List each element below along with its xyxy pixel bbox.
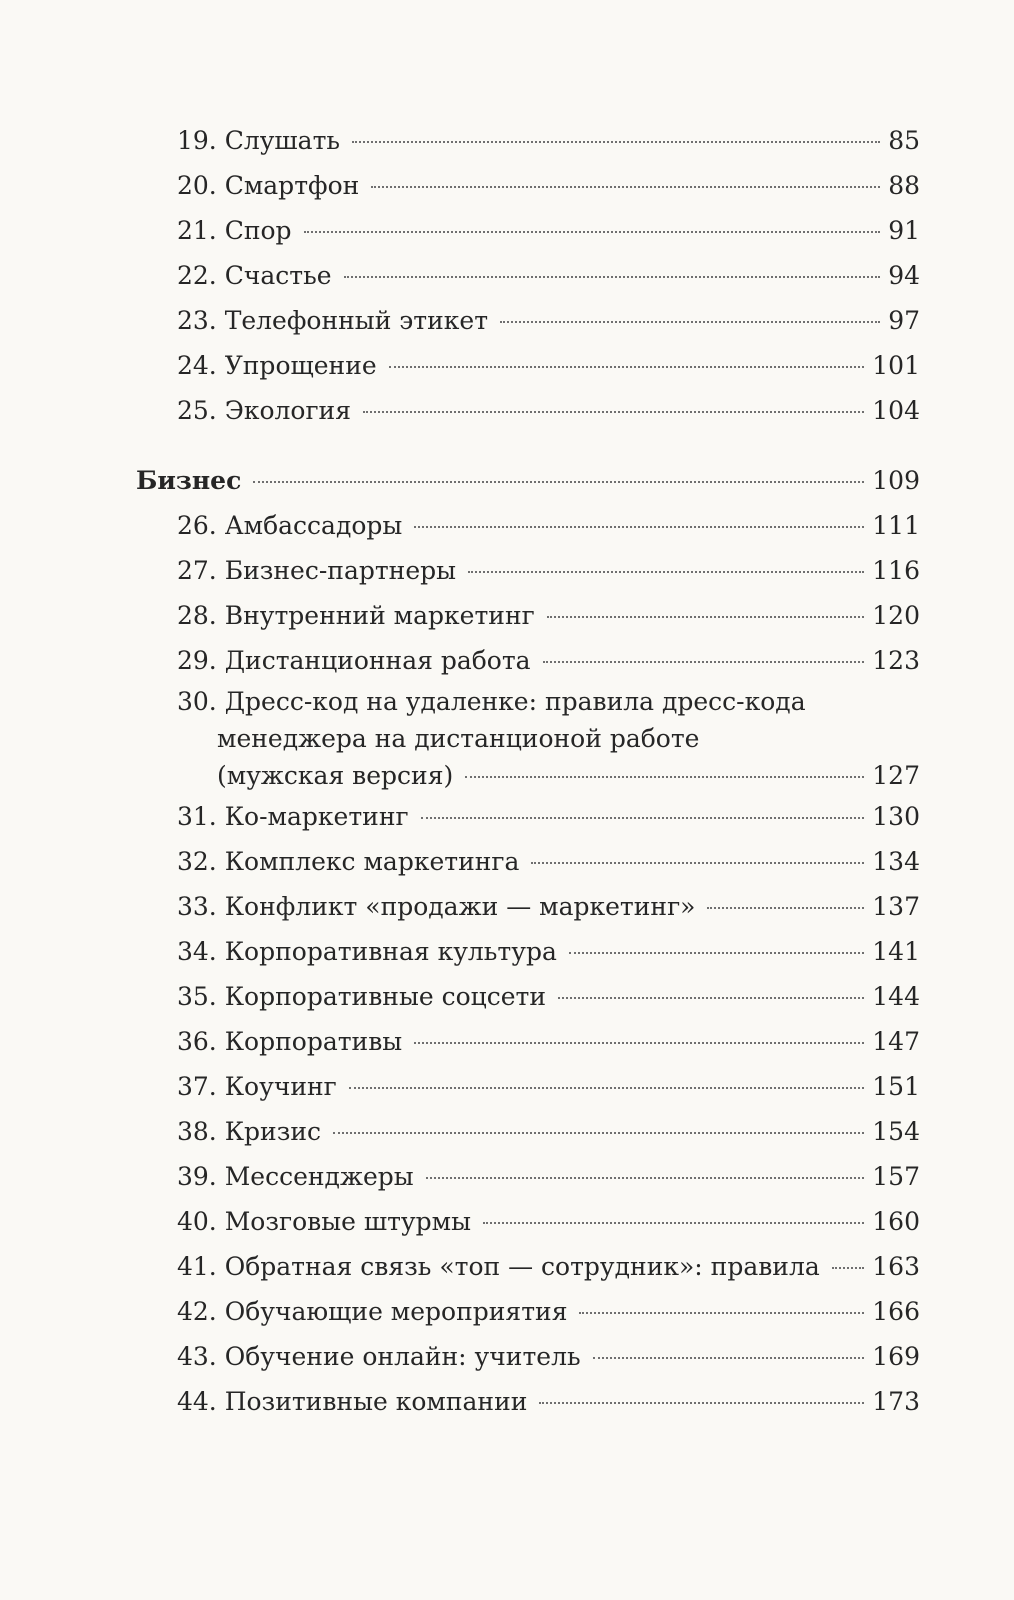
toc-entry-title: 35. Корпоративные соцсети xyxy=(177,982,547,1011)
dot-leader xyxy=(500,321,880,323)
dot-leader xyxy=(363,411,864,413)
toc-entry-page: 151 xyxy=(872,1072,920,1101)
toc-entry-page: 127 xyxy=(872,761,920,790)
toc-entry-title: 21. Спор xyxy=(177,216,292,245)
toc-entry xyxy=(136,1199,920,1244)
dot-leader xyxy=(304,231,881,233)
dot-leader xyxy=(414,526,864,528)
toc-entry-page: 147 xyxy=(872,1027,920,1056)
toc-entry-title: 42. Обучающие мероприятия xyxy=(177,1297,568,1326)
dot-leader xyxy=(832,1267,865,1269)
toc-entry xyxy=(136,1379,920,1424)
toc-entry-page: 160 xyxy=(872,1207,920,1236)
toc-entry xyxy=(136,974,920,1019)
toc-entry xyxy=(136,929,920,974)
toc-entry-title-lines xyxy=(177,683,920,757)
toc-entry-page: 173 xyxy=(872,1387,920,1416)
toc-entry-title-line-3: (мужская версия) xyxy=(217,761,454,790)
toc-entry-title: 22. Счастье xyxy=(177,261,332,290)
toc-entry xyxy=(136,1244,920,1289)
dot-leader xyxy=(558,997,864,999)
dot-leader xyxy=(593,1357,865,1359)
toc-entry xyxy=(136,1154,920,1199)
dot-leader xyxy=(707,907,864,909)
dot-leader xyxy=(468,571,864,573)
toc-entry-title: 41. Обратная связь «топ — сотрудник»: правила xyxy=(177,1252,820,1281)
dot-leader xyxy=(543,661,865,663)
toc-entry-page: 141 xyxy=(872,937,920,966)
toc-entry-title: 24. Упрощение xyxy=(177,351,377,380)
dot-leader xyxy=(371,186,880,188)
toc-entry-title: 43. Обучение онлайн: учитель xyxy=(177,1342,581,1371)
toc-entry-page: 154 xyxy=(872,1117,920,1146)
toc-entry-title: 36. Корпоративы xyxy=(177,1027,403,1056)
toc-entry xyxy=(136,1019,920,1064)
toc-entry-title: 20. Смартфон xyxy=(177,171,360,200)
toc-entry-title: 44. Позитивные компании xyxy=(177,1387,528,1416)
toc-entry-title-line-1: 30. Дресс-код на удаленке: правила дресс-кода xyxy=(177,687,806,716)
toc-entry xyxy=(136,1109,920,1154)
toc-entry xyxy=(136,388,920,433)
toc-entry-title: 33. Конфликт «продажи — маркетинг» xyxy=(177,892,696,921)
dot-leader xyxy=(333,1132,864,1134)
dot-leader xyxy=(389,366,865,368)
toc-entry xyxy=(136,638,920,683)
dot-leader xyxy=(344,276,881,278)
toc-entry xyxy=(136,1064,920,1109)
toc-entry-page: 91 xyxy=(888,216,920,245)
toc-entry-page: 85 xyxy=(888,126,920,155)
dot-leader xyxy=(414,1042,864,1044)
toc-entry xyxy=(136,503,920,548)
toc-entry-title: 38. Кризис xyxy=(177,1117,322,1146)
dot-leader xyxy=(426,1177,865,1179)
toc-entry-last-line xyxy=(177,757,920,794)
toc-entry xyxy=(136,163,920,208)
toc-entry-page: 88 xyxy=(888,171,920,200)
toc-entry xyxy=(136,1334,920,1379)
toc-entry xyxy=(136,548,920,593)
dot-leader xyxy=(253,481,864,483)
toc-entry-page: 137 xyxy=(872,892,920,921)
toc-entry-title: 19. Слушать xyxy=(177,126,341,155)
toc-entry-title: 39. Мессенджеры xyxy=(177,1162,414,1191)
dot-leader xyxy=(579,1312,864,1314)
toc-entry-page: 94 xyxy=(888,261,920,290)
toc-entry xyxy=(136,884,920,929)
table-of-contents xyxy=(136,118,920,1424)
toc-entry-page: 97 xyxy=(888,306,920,335)
toc-entry xyxy=(136,839,920,884)
toc-entry-multiline xyxy=(136,683,920,794)
dot-leader xyxy=(465,776,864,778)
toc-entry-title-line-2: менеджера на дистанционой работе xyxy=(217,724,700,753)
toc-entry-title: 32. Комплекс маркетинга xyxy=(177,847,520,876)
toc-entry-page: 116 xyxy=(872,556,920,585)
dot-leader xyxy=(547,616,865,618)
toc-entry-page: 120 xyxy=(872,601,920,630)
toc-entry-page: 111 xyxy=(872,511,920,540)
section-title: Бизнес xyxy=(136,466,242,495)
toc-entry-page: 166 xyxy=(872,1297,920,1326)
dot-leader xyxy=(421,817,865,819)
toc-entry-page: 134 xyxy=(872,847,920,876)
toc-entry-title: 27. Бизнес-партнеры xyxy=(177,556,457,585)
toc-entry xyxy=(136,1289,920,1334)
dot-leader xyxy=(483,1222,864,1224)
toc-entry-title: 31. Ко-маркетинг xyxy=(177,802,409,831)
toc-entry-title: 26. Амбассадоры xyxy=(177,511,403,540)
toc-entry-page: 169 xyxy=(872,1342,920,1371)
toc-entry xyxy=(136,794,920,839)
toc-entry-title: 37. Коучинг xyxy=(177,1072,337,1101)
toc-entry xyxy=(136,253,920,298)
dot-leader xyxy=(349,1087,865,1089)
toc-entry-page: 163 xyxy=(872,1252,920,1281)
toc-entry xyxy=(136,298,920,343)
toc-entry-title: 29. Дистанционная работа xyxy=(177,646,531,675)
toc-section-heading xyxy=(136,458,920,503)
toc-entry-title: 23. Телефонный этикет xyxy=(177,306,489,335)
dot-leader xyxy=(539,1402,864,1404)
toc-entry-page: 101 xyxy=(872,351,920,380)
toc-entry-page: 123 xyxy=(872,646,920,675)
toc-entry-page: 157 xyxy=(872,1162,920,1191)
toc-entry xyxy=(136,118,920,163)
toc-entry-title: 40. Мозговые штурмы xyxy=(177,1207,471,1236)
toc-entry-page: 144 xyxy=(872,982,920,1011)
toc-entry-page: 130 xyxy=(872,802,920,831)
toc-entry xyxy=(136,208,920,253)
toc-entry-title: 25. Экология xyxy=(177,396,351,425)
dot-leader xyxy=(531,862,864,864)
toc-entry xyxy=(136,343,920,388)
toc-entry-page: 104 xyxy=(872,396,920,425)
dot-leader xyxy=(352,141,880,143)
section-page: 109 xyxy=(872,466,920,495)
dot-leader xyxy=(569,952,864,954)
toc-entry xyxy=(136,593,920,638)
toc-entry-title: 28. Внутренний маркетинг xyxy=(177,601,535,630)
toc-entry-title: 34. Корпоративная культура xyxy=(177,937,557,966)
